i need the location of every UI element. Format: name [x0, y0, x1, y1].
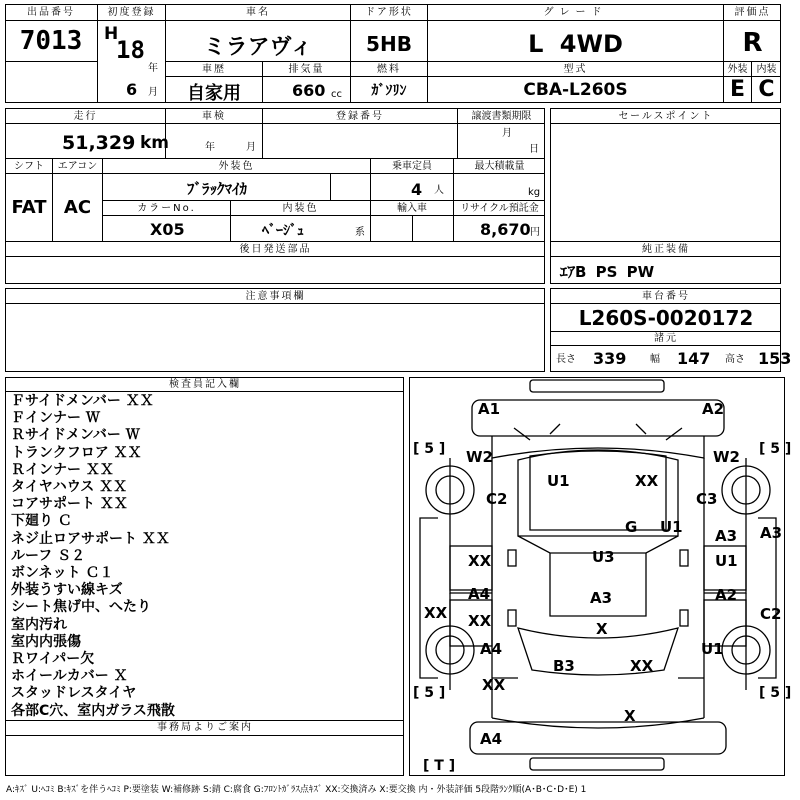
interior-color: ﾍﾞｰｼﾞｭ [262, 223, 304, 239]
width: 147 [677, 349, 711, 368]
recycle-label: リサイクル預託金 [460, 203, 539, 214]
lot-no: 7013 [19, 26, 83, 56]
exterior-label: 外装 [727, 64, 748, 75]
options-value: ｴｱB PS PW [560, 263, 655, 281]
damage-mark: XX [635, 472, 659, 490]
legend: A:ｷｽﾞ U:ﾍｺﾐ B:ｷｽﾞを伴うﾍｺﾐ P:要塗装 W:補修跡 S:錆 C:腐食 G:ﾌﾛﾝﾄｶﾞﾗｽ点ｷｽﾞ XX:交換済み X:要交換 内・外装評価 5段階ﾗﾝｸ順(A･B･C･D･E) 1 [6, 785, 587, 795]
damage-mark: A1 [478, 400, 501, 418]
damage-mark: XX [468, 612, 492, 630]
ac-label: エアコン [57, 161, 98, 172]
color-no-label: カラーNo. [137, 203, 196, 214]
transfer-label: 譲渡書類期限 [471, 111, 532, 122]
grade: L 4WD [528, 30, 623, 58]
body-color: ﾌﾞﾗｯｸﾏｲｶ [186, 180, 247, 198]
damage-mark: G [625, 518, 638, 536]
damage-mark: X [596, 620, 608, 638]
damage-mark: A2 [702, 400, 725, 418]
inspector-notes [11, 393, 401, 720]
inspector-label: 検査員記入欄 [169, 379, 241, 390]
car-name: ミラアヴィ [203, 35, 313, 60]
capacity-unit: 人 [434, 185, 444, 196]
chassis-label: 車台番号 [642, 291, 690, 302]
damage-mark: XX [424, 604, 448, 622]
transfer-month-unit: 月 [502, 128, 512, 139]
width-label: 幅 [650, 354, 660, 365]
note-line: ボンネット Ｃ１ [11, 565, 114, 582]
note-line: シート焦げ中、へたり [11, 599, 151, 616]
damage-mark: A2 [715, 586, 738, 604]
damage-mark: XX [482, 676, 506, 694]
history: 自家用 [187, 83, 241, 104]
first-reg-label: 初度登録 [107, 7, 156, 18]
note-line: 下廻り Ｃ [11, 513, 72, 530]
capacity: 4 [411, 180, 423, 199]
mileage-label: 走行 [73, 111, 98, 122]
note-line: 各部C穴、室内ガラス飛散 [11, 702, 175, 719]
damage-mark: W2 [713, 448, 740, 466]
height: 153 [758, 349, 792, 368]
note-line: ルーフ Ｓ２ [11, 547, 86, 564]
length: 339 [593, 349, 627, 368]
spare-tire: [ T ] [423, 758, 456, 774]
sales-point-label: セールスポイント [618, 111, 714, 122]
shift: FAT [11, 197, 47, 218]
grade-label: グレード [543, 7, 608, 18]
recycle-unit: 円 [530, 227, 540, 238]
dims-label: 諸元 [654, 333, 678, 344]
tire-fr: [ 5 ] [759, 441, 792, 457]
note-line: Ｆインナー Ｗ [11, 410, 100, 427]
car-name-label: 車名 [246, 7, 270, 18]
damage-mark: XX [630, 657, 654, 675]
sales-point-section [550, 108, 781, 284]
damage-mark: C2 [486, 490, 508, 508]
note-line: Ｒサイドメンバー Ｗ [11, 427, 140, 444]
era-prefix: H [104, 24, 119, 44]
note-line: トランクフロア ＸＸ [11, 444, 142, 461]
reg-no-label: 登録番号 [336, 111, 384, 122]
damage-mark: XX [468, 552, 492, 570]
chassis-no: L260S-0020172 [578, 306, 754, 330]
fuel: ｶﾞｿﾘﾝ [371, 83, 407, 99]
ac: AC [63, 197, 92, 218]
lot-no-label: 出品番号 [27, 7, 75, 18]
length-label: 長さ [556, 354, 576, 365]
note-line: ネジ止ロアサポート ＸＸ [11, 530, 170, 547]
max-load-label: 最大積載量 [474, 161, 525, 172]
note-line: 室内汚れ [11, 616, 67, 633]
score: R [742, 28, 763, 58]
tire-rl: [ 5 ] [413, 685, 446, 701]
max-load-unit: kg [528, 187, 541, 198]
note-line: タイヤハウス ＸＸ [11, 479, 128, 496]
damage-mark: A3 [590, 589, 613, 607]
damage-mark: C2 [760, 605, 782, 623]
damage-mark: W2 [466, 448, 493, 466]
later-parts-label: 後日発送部品 [239, 244, 312, 255]
damage-mark: C3 [696, 490, 718, 508]
note-line: Ｆサイドメンバー ＸＸ [11, 393, 154, 409]
model-label: 型式 [563, 64, 588, 75]
car-outline [410, 378, 786, 777]
shift-label: シフト [14, 161, 44, 172]
height-label: 高さ [725, 354, 745, 365]
color-label: 外装色 [218, 161, 255, 172]
damage-mark: A3 [715, 527, 738, 545]
fuel-label: 燃料 [377, 64, 401, 75]
import-label: 輸入車 [397, 203, 427, 214]
damage-mark: B3 [553, 657, 575, 675]
door-label: ドア形状 [365, 7, 413, 18]
year-unit: 年 [148, 63, 158, 74]
history-label: 車歴 [202, 64, 226, 75]
note-line: コアサポート ＸＸ [11, 496, 128, 513]
transfer-day-unit: 日 [529, 144, 539, 155]
reg-year: 18 [116, 36, 145, 64]
tire-rr: [ 5 ] [759, 685, 792, 701]
damage-mark: A4 [480, 640, 503, 658]
options-label: 純正装備 [642, 244, 690, 255]
note-line: 室内内張傷 [11, 633, 81, 650]
interior-color-label: 内装色 [282, 203, 319, 214]
damage-mark: A4 [468, 585, 491, 603]
capacity-label: 乗車定員 [392, 161, 432, 172]
damage-mark: U3 [592, 548, 615, 566]
inspection-label: 車検 [202, 111, 226, 122]
month-unit: 月 [148, 87, 158, 98]
mileage: 51,329 [62, 132, 136, 154]
mileage-unit: km [140, 133, 170, 153]
damage-mark: U1 [715, 552, 738, 570]
door-type: 5HB [366, 32, 412, 56]
displacement: 660 [292, 81, 326, 100]
reg-month: 6 [126, 80, 138, 99]
damage-mark: U1 [660, 518, 683, 536]
note-line: ホイールカバー Ｘ [11, 668, 128, 685]
tire-fl: [ 5 ] [413, 441, 446, 457]
interior-score: C [758, 77, 775, 102]
displacement-label: 排気量 [288, 64, 325, 75]
caution-label: 注意事項欄 [245, 291, 306, 302]
model-code: CBA-L260S [523, 80, 628, 100]
inspection-year-unit: 年 [205, 142, 215, 153]
damage-mark: A4 [480, 730, 503, 748]
note-line: スタッドレスタイヤ [11, 685, 137, 702]
damage-mark: U1 [701, 640, 724, 658]
note-line: Ｒインナー ＸＸ [11, 461, 114, 478]
damage-mark: A3 [760, 524, 783, 542]
displacement-unit: cc [331, 89, 342, 100]
damage-diagram [409, 377, 785, 776]
inspection-month-unit: 月 [246, 142, 256, 153]
damage-mark: U1 [547, 472, 570, 490]
note-line: Ｒワイパー欠 [11, 651, 95, 668]
exterior-score: E [729, 77, 746, 102]
damage-mark: X [624, 707, 636, 725]
interior-label: 内装 [756, 64, 777, 75]
office-label: 事務局よりご案内 [157, 722, 253, 733]
note-line: 外装うすい線キズ [11, 582, 123, 599]
score-label: 評価点 [734, 7, 771, 18]
recycle-fee: 8,670 [480, 220, 531, 239]
color-no: X05 [150, 220, 185, 239]
interior-color-unit: 系 [355, 227, 365, 238]
